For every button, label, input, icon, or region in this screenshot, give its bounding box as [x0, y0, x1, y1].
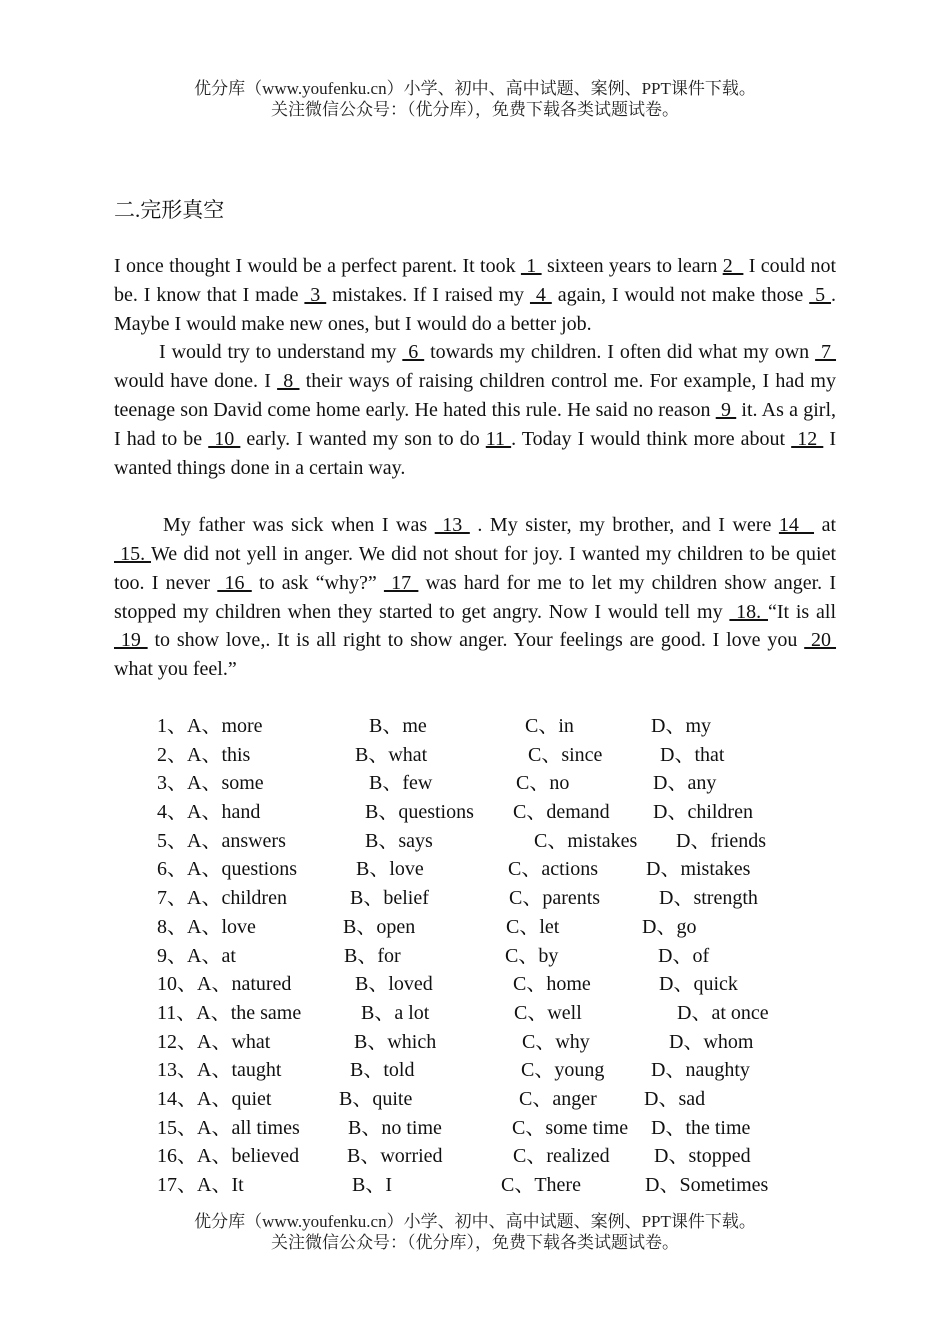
option-c: C、realized [513, 1145, 610, 1168]
option-row [157, 798, 857, 827]
blank-6: 6 [402, 341, 425, 364]
option-row [157, 1028, 857, 1057]
option-b: B、belief [350, 887, 429, 910]
option-row [157, 913, 857, 942]
passage-text: was hard for me to let my children show anger. I stopped my children when they started to get angry. Now I would tell my [114, 571, 837, 623]
passage-text: what you feel.” [114, 658, 237, 681]
passage-text: towards my children. I often did what my own [424, 341, 816, 364]
passage-text: My father was sick when I was [163, 514, 435, 537]
option-d: D、Sometimes [645, 1174, 769, 1196]
option-b: B、what [355, 743, 428, 766]
blank-11: 11 [485, 427, 512, 450]
blank-12: 12 [791, 427, 824, 450]
option-c: C、mistakes [534, 829, 638, 852]
passage-text: . My sister, my brother, and I were [469, 514, 779, 537]
option-a: 15、A、all times [157, 1116, 300, 1139]
option-c: C、no [516, 772, 570, 795]
option-c: C、by [505, 944, 559, 967]
option-c: C、since [528, 743, 603, 766]
option-c: C、parents [509, 887, 601, 910]
passage-text: . Maybe I would make new ones, but I would do a better job. [114, 283, 837, 335]
blank-1: 1 [520, 255, 542, 277]
option-a: 3、A、some [157, 772, 264, 795]
option-a: 7、A、children [157, 887, 287, 910]
cloze-passage [114, 252, 836, 684]
option-a: 8、A、love [157, 915, 256, 938]
option-c: C、some time [512, 1116, 629, 1139]
passage-text: to ask “why?” [251, 571, 384, 594]
passage-text: to show love,. It is all right to show anger. Your feelings are good. I love you [147, 629, 805, 652]
blank-16: 16 [217, 571, 252, 594]
blank-20: 20 [804, 629, 837, 652]
option-d: D、quick [659, 973, 738, 996]
passage-text: I wanted things done in a certain way. [114, 427, 837, 479]
passage-text: I once thought I would be a perfect parent. It took [114, 255, 521, 277]
blank-3: 3 [304, 283, 327, 306]
option-b: B、a lot [361, 1001, 430, 1024]
option-c: C、There [501, 1174, 581, 1196]
header-line-1: 优分库（www.youfenku.cn）小学、初中、高中试题、案例、PPT课件下载。 [194, 79, 756, 98]
passage-paragraph-3 [114, 511, 836, 684]
option-b: B、questions [365, 801, 474, 824]
blank-10: 10 [208, 427, 241, 450]
option-a: 10、A、natured [157, 973, 292, 996]
blank-17: 17 [383, 571, 419, 594]
option-b: B、quite [339, 1087, 413, 1110]
passage-text: at [814, 514, 837, 537]
passage-text: again, I would not make those [551, 283, 810, 306]
blank-14: 14 [778, 514, 815, 537]
option-a: 11、A、the same [157, 1001, 302, 1024]
option-b: B、love [356, 858, 424, 881]
passage-text: “It is all [767, 600, 836, 623]
option-a: 13、A、taught [157, 1059, 282, 1082]
blank-18: 18. [729, 600, 768, 623]
option-b: B、no time [348, 1116, 442, 1139]
option-c: C、why [522, 1030, 590, 1053]
blank-5: 5 [809, 283, 832, 306]
option-c: C、anger [519, 1087, 597, 1110]
option-c: C、young [521, 1059, 605, 1082]
option-c: C、let [506, 915, 560, 938]
answer-options [157, 712, 857, 1200]
passage-text: . Today I would think more about [511, 427, 792, 450]
header-line-2: 关注微信公众号：（优分库），免费下载各类试题试卷。 [271, 100, 679, 119]
option-d: D、of [658, 944, 710, 967]
option-c: C、well [514, 1001, 582, 1024]
option-row [157, 1171, 857, 1200]
option-row [157, 741, 857, 770]
passage-text: I would try to understand my [159, 341, 403, 364]
option-a: 5、A、answers [157, 829, 286, 852]
option-c: C、home [513, 973, 591, 996]
option-row [157, 999, 857, 1028]
option-d: D、sad [644, 1087, 706, 1110]
option-b: B、which [354, 1030, 437, 1053]
passage-text: it. As a girl, I had to be [114, 398, 837, 450]
passage-text: their ways of raising children control me. For example, I had my teenage son David come home early. He hated this rule. He said no reason [114, 370, 836, 421]
passage-text: early. I wanted my son to do [240, 427, 486, 450]
option-c: C、in [525, 715, 574, 737]
passage-text: I could not be. I know that I made [114, 255, 837, 306]
option-d: D、children [653, 801, 753, 824]
option-a: 2、A、this [157, 743, 251, 766]
option-a: 17、A、It [157, 1174, 244, 1196]
option-d: D、strength [659, 887, 758, 910]
option-c: C、demand [513, 801, 610, 824]
option-b: B、few [369, 772, 433, 795]
blank-19: 19 [114, 629, 148, 652]
page-footer [0, 1211, 950, 1253]
option-row [157, 1142, 857, 1171]
option-b: B、me [369, 715, 427, 737]
blank-13: 13 [434, 514, 470, 537]
option-d: D、go [642, 915, 697, 938]
blank-4: 4 [529, 283, 552, 306]
passage-text: We did not yell in anger. We did not shout for joy. I wanted my children to be quiet too. I never [114, 542, 837, 594]
blank-15: 15. [114, 542, 151, 565]
option-d: D、naughty [651, 1059, 750, 1082]
section-title: 二.完形真空 [114, 198, 225, 222]
option-row [157, 942, 857, 971]
option-b: B、open [343, 915, 416, 938]
page-header [0, 78, 950, 120]
blank-8: 8 [277, 370, 300, 393]
option-row [157, 970, 857, 999]
option-a: 12、A、what [157, 1030, 271, 1053]
option-a: 6、A、questions [157, 858, 297, 881]
option-b: B、I [352, 1174, 392, 1196]
option-b: B、loved [355, 973, 433, 996]
option-d: D、stopped [654, 1145, 751, 1168]
option-a: 14、A、quiet [157, 1087, 272, 1110]
option-d: D、the time [651, 1116, 751, 1139]
option-b: B、says [365, 829, 433, 852]
option-b: B、for [344, 944, 401, 967]
footer-line-2: 关注微信公众号：（优分库），免费下载各类试题试卷。 [271, 1233, 679, 1252]
option-row [157, 769, 857, 798]
option-b: B、told [350, 1059, 415, 1082]
option-row [157, 1114, 857, 1143]
option-d: D、at once [677, 1001, 769, 1024]
option-row [157, 712, 857, 741]
passage-text: sixteen years to learn [541, 255, 723, 277]
option-d: D、whom [669, 1030, 754, 1053]
passage-text: would have done. I [114, 370, 278, 393]
blank-2: 2 [722, 255, 744, 277]
option-row [157, 1056, 857, 1085]
option-row [157, 855, 857, 884]
passage-paragraph-1 [114, 252, 836, 338]
option-a: 1、A、more [157, 715, 263, 737]
option-row [157, 884, 857, 913]
passage-text: mistakes. If I raised my [326, 283, 530, 306]
option-b: B、worried [347, 1145, 443, 1168]
passage-paragraph-2 [114, 338, 836, 482]
option-c: C、actions [508, 858, 598, 881]
blank-9: 9 [715, 398, 737, 421]
option-a: 9、A、at [157, 944, 236, 967]
option-d: D、mistakes [646, 858, 751, 881]
blank-7: 7 [815, 341, 837, 364]
option-d: D、any [653, 772, 717, 795]
option-d: D、my [651, 715, 711, 737]
footer-line-1: 优分库（www.youfenku.cn）小学、初中、高中试题、案例、PPT课件下载。 [194, 1212, 756, 1231]
option-row [157, 827, 857, 856]
option-d: D、that [660, 743, 725, 766]
option-a: 16、A、believed [157, 1145, 300, 1168]
option-a: 4、A、hand [157, 801, 261, 824]
option-row [157, 1085, 857, 1114]
option-d: D、friends [676, 829, 766, 852]
